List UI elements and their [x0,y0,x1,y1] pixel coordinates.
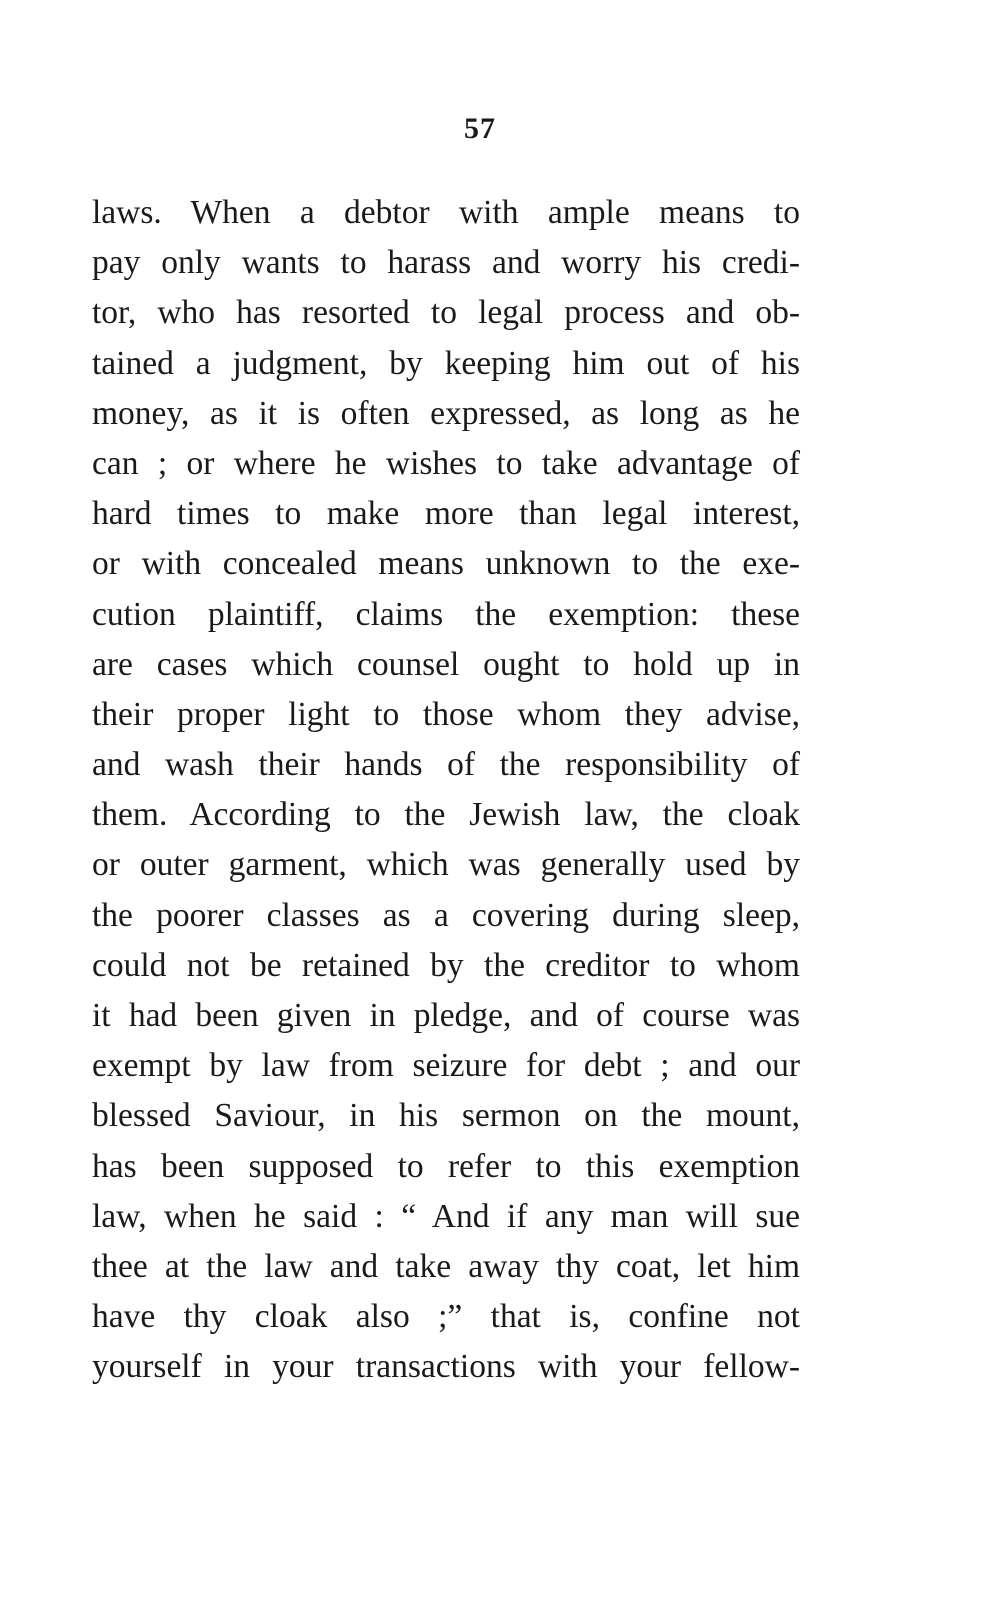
text-line: tor, who has resorted to legal process and ob- [92,294,800,332]
text-line: have thy cloak also ;” that is, confine not [92,1298,800,1336]
page-number: 57 [464,112,496,145]
text-line: or with concealed means unknown to the exe- [92,545,800,583]
text-line: hard times to make more than legal interest, [92,495,800,533]
text-line: tained a judgment, by keeping him out of his [92,344,800,382]
text-line: laws. When a debtor with ample means to [92,194,800,231]
text-line: can ; or where he wishes to take advantage of [92,444,800,482]
text-line: the poorer classes as a covering during sleep, [92,896,800,934]
text-line: exempt by law from seizure for debt ; and our [92,1047,800,1085]
text-line: or outer garment, which was generally used by [92,846,800,884]
text-line: and wash their hands of the responsibility of [92,746,800,784]
text-line: blessed Saviour, in his sermon on the mount, [92,1097,800,1135]
text-line: thee at the law and take away thy coat, let him [92,1247,800,1285]
body-text [92,188,800,1393]
text-line: their proper light to those whom they advise, [92,695,800,733]
text-line: money, as it is often expressed, as long as he [92,394,800,432]
text-line: law, when he said : “ And if any man will sue [92,1197,800,1235]
text-line: cution plaintiff, claims the exemption: these [92,595,800,633]
text-line: has been supposed to refer to this exemption [92,1147,800,1185]
text-line: are cases which counsel ought to hold up in [92,645,800,683]
text-line: could not be retained by the creditor to whom [92,946,800,984]
text-line: them. According to the Jewish law, the cloak [92,796,800,834]
text-line: it had been given in pledge, and of course was [92,997,800,1034]
text-line: pay only wants to harass and worry his credi- [92,244,800,282]
text-line: yourself in your transactions with your fellow- [92,1348,800,1386]
